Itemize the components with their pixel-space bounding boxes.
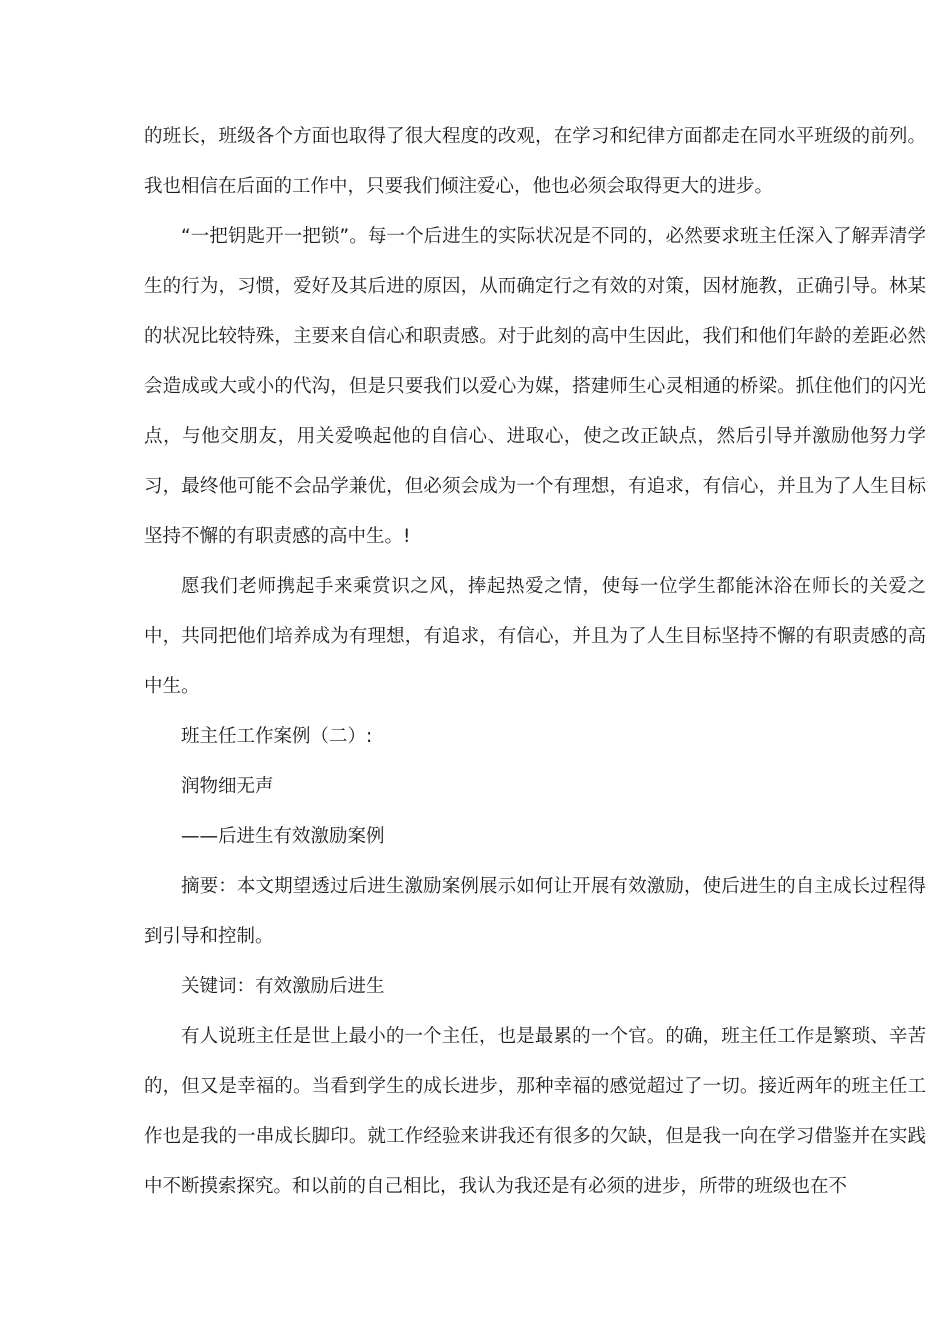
article-subtitle: ——后进生有效激励案例 (181, 826, 385, 847)
document-body (144, 112, 926, 1212)
abstract-paragraph: 摘要：本文期望透过后进生激励案例展示如何让开展有效激励，使后进生的自主成长过程得到引导和控制。 (144, 876, 926, 947)
article-title: 润物细无声 (181, 776, 274, 797)
keywords-paragraph: 关键词：有效激励后进生 (181, 976, 385, 997)
paragraph-3: 愿我们老师携起手来乘赏识之风，捧起热爱之情，使每一位学生都能沐浴在师长的关爱之中，共同把他们培养成为有理想，有追求，有信心，并且为了人生目标坚持不懈的有职责感的高中生。 (144, 576, 926, 697)
paragraph-2: “一把钥匙开一把锁”。每一个后进生的实际状况是不同的，必然要求班主任深入了解弄清学生的行为，习惯，爱好及其后进的原因，从而确定行之有效的对策，因材施教，正确引导。林某的状况比较特殊，主要来自信心和职责感。对于此刻的高中生因此，我们和他们年龄的差距必然会造成或大或小的代沟，但是只要我们以爱心为媒，搭建师生心灵相通的桥梁。抓住他们的闪光点，与他交朋友，用关爱唤起他的自信心、进取心，使之改正缺点，然后引导并激励他努力学习，最终他可能不会品学兼优，但必须会成为一个有理想，有追求，有信心，并且为了人生目标坚持不懈的有职责感的高中生。! (144, 226, 926, 547)
paragraph-body-final: 有人说班主任是世上最小的一个主任，也是最累的一个官。的确，班主任工作是繁琐、辛苦的，但又是幸福的。当看到学生的成长进步，那种幸福的感觉超过了一切。接近两年的班主任工作也是我的一串成长脚印。就工作经验来讲我还有很多的欠缺，但是我一向在学习借鉴并在实践中不断摸索探究。和以前的自己相比，我认为我还是有必须的进步，所带的班级也在不 (144, 1026, 926, 1197)
section-heading: 班主任工作案例（二）: (181, 726, 373, 747)
paragraph-1: 的班长，班级各个方面也取得了很大程度的改观，在学习和纪律方面都走在同水平班级的前列。我也相信在后面的工作中，只要我们倾注爱心，他也必须会取得更大的进步。 (144, 126, 926, 197)
